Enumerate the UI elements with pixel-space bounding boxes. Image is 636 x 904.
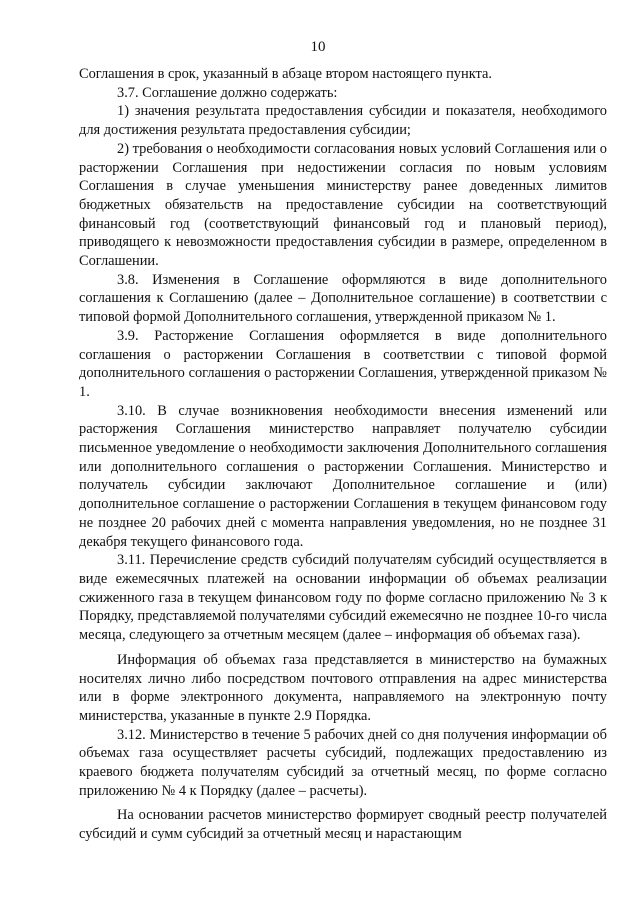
- document-body: [79, 65, 607, 844]
- paragraph-gas-info: Информация об объемах газа представляется в министерство на бумажных носителях лично либо посредством почтового отправления на адрес министерства или в форме электронного документа, направляемого на электронную почту министерства, указанные в пункте 2.9 Порядка.: [79, 651, 607, 724]
- paragraph-registry: На основании расчетов министерство формирует сводный реестр получателей субсидий и сумм субсидий за отчетный месяц и нарастающим: [79, 807, 607, 843]
- paragraph-3-8: 3.8. Изменения в Соглашение оформляются в виде дополнительного соглашения к Соглашению (далее – Дополнительное соглашение) в соответствии с типовой формой Дополнительного соглашения, утвержденной приказом № 1.: [79, 271, 607, 326]
- paragraph-3-11: 3.11. Перечисление средств субсидий получателям субсидий осуществляется в виде ежемесячных платежей на основании информации об объемах реализации сжиженного газа в текущем финансовом году по форме согласно приложению № 3 к Порядку, представляемой получателями субсидий ежемесячно не позднее 10-го числа месяца, следующего за отчетным месяцем (далее – информация об объемах газа).: [79, 552, 607, 644]
- paragraph-3-7-item-2: 2) требования о необходимости согласования новых условий Соглашения или о расторжении Соглашения при недостижении согласия по новым условиям Соглашения в случае уменьшения министерству ранее доведенных лимитов бюджетных обязательств на предоставление субсидии на соответствующий финансовый год (соответствующий финансовый год и плановый период), приводящего к невозможности предоставления субсидии в размере, определенном в Соглашении.: [79, 140, 607, 270]
- paragraph-3-12: 3.12. Министерство в течение 5 рабочих дней со дня получения информации об объемах газа осуществляет расчеты субсидий, подлежащих предоставлению из краевого бюджета получателям субсидий за отчетный месяц, по форме согласно приложению № 4 к Порядку (далее – расчеты).: [79, 726, 607, 799]
- paragraph-continuation: Соглашения в срок, указанный в абзаце втором настоящего пункта.: [79, 66, 492, 82]
- paragraph-3-7-item-1: 1) значения результата предоставления субсидии и показателя, необходимого для достижения результата предоставления субсидии;: [79, 103, 607, 139]
- paragraph-3-10: 3.10. В случае возникновения необходимости внесения изменений или расторжения Соглашения министерство направляет получателю субсидии письменное уведомление о необходимости заключения Дополнительного соглашения или дополнительного соглашения о расторжении Соглашения. Министерство и получатель субсидии заключают Дополнительное соглашение и (или) дополнительное соглашение о расторжении Соглашения в текущем финансовом году не позднее 20 рабочих дней с момента направления уведомления, но не позднее 31 декабря текущего финансового года.: [79, 402, 607, 550]
- paragraph-3-9: 3.9. Расторжение Соглашения оформляется в виде дополнительного соглашения о расторжении Соглашения в соответствии с типовой формой дополнительного соглашения о расторжении Соглашения, утвержденной приказом № 1.: [79, 327, 607, 400]
- page-number: 10: [310, 39, 326, 55]
- paragraph-3-7: 3.7. Соглашение должно содержать:: [117, 84, 338, 101]
